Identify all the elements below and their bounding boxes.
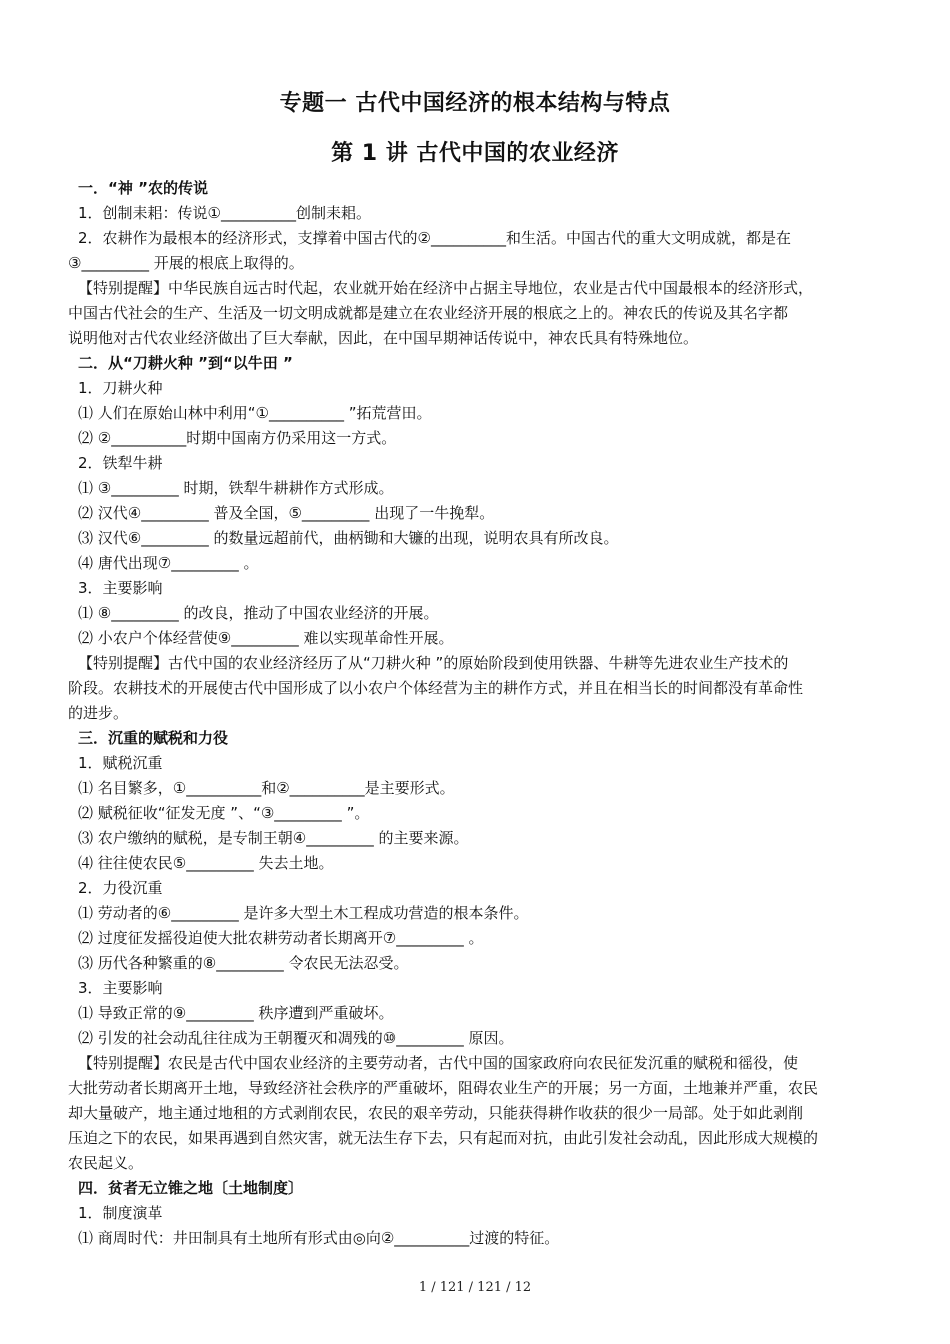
subheading: 1．赋税沉重 <box>78 754 163 772</box>
item-line: 2．农耕作为最根本的经济形式，支撑着中国古代的②__________和生活。中国古代的重大文明成就，都是在 <box>78 229 791 247</box>
item-line: ⑴ 商周时代：井田制具有土地所有形式由◎向②__________过渡的特征。 <box>78 1229 560 1247</box>
item-line: ⑴ 人们在原始山林中利用“①__________ ”拓荒营田。 <box>78 404 432 422</box>
main-title: 专题一 古代中国经济的根本结构与特点 <box>279 91 671 116</box>
reminder-text: 农民起义。 <box>68 1154 144 1172</box>
section-heading: 三．沉重的赋税和力役 <box>78 729 229 747</box>
subheading: 2．铁犁牛耕 <box>78 454 163 472</box>
subheading: 1．制度演革 <box>78 1204 163 1222</box>
item-line: ⑴ 名目繁多，①__________和②__________是主要形式。 <box>78 779 455 797</box>
item-line: ⑵ 赋税征收“征发无度 ”、“③_________ ”。 <box>78 804 370 822</box>
reminder-text: 压迫之下的农民，如果再遇到自然灾害，就无法生存下去，只有起而对抗，由此引发社会动乱，因此形成大规模的 <box>68 1129 819 1147</box>
page-number-footer: 1 / 121 / 121 / 12 <box>418 1280 532 1295</box>
item-line: ⑵ 小农户个体经营使⑨_________ 难以实现革命性开展。 <box>78 629 454 647</box>
item-line: ⑶ 农户缴纳的赋税，是专制王朝④_________ 的主要来源。 <box>78 829 469 847</box>
item-line: ⑷ 唐代出现⑦_________ 。 <box>78 554 259 572</box>
reminder-text: 【特别提醒】中华民族自远古时代起，农业就开始在经济中占据主导地位，农业是古代中国最根本的经济形式， <box>78 279 814 297</box>
section-heading: 四．贫者无立锥之地〔土地制度〕 <box>78 1179 304 1197</box>
reminder-text: 却大量破产，地主通过地租的方式剥削农民，农民的艰辛劳动，只能获得耕作收获的很少一局部。处于如此剥削 <box>68 1104 804 1122</box>
item-line: ⑷ 往往使农民⑤_________ 失去土地。 <box>78 854 334 872</box>
reminder-text: 说明他对古代农业经济做出了巨大奉献，因此，在中国早期神话传说中，神农氏具有特殊地位。 <box>68 329 699 347</box>
item-line: ③_________ 开展的根底上取得的。 <box>68 254 304 272</box>
subheading: 1．刀耕火种 <box>78 379 163 397</box>
reminder-text: 中国古代社会的生产、生活及一切文明成就都是建立在农业经济开展的根底之上的。神农氏的传说及其名字都 <box>68 304 789 322</box>
item-line: ⑴ 导致正常的⑨_________ 秩序遭到严重破坏。 <box>78 1004 394 1022</box>
item-line: ⑴ 劳动者的⑥_________ 是许多大型土木工程成功营造的根本条件。 <box>78 904 529 922</box>
section-heading: 二．从“刀耕火种 ”到“以牛田 ” <box>78 354 293 372</box>
item-line: ⑶ 历代各种繁重的⑧_________ 令农民无法忍受。 <box>78 954 409 972</box>
item-line: 1．创制耒耜：传说①__________创制耒耜。 <box>78 204 371 222</box>
item-line: ⑶ 汉代⑥_________ 的数量远超前代，曲柄锄和大镰的出现，说明农具有所改良。 <box>78 529 619 547</box>
reminder-text: 的进步。 <box>68 704 129 722</box>
item-line: ⑵ 过度征发摇役迫使大批农耕劳动者长期离开⑦_________ 。 <box>78 929 484 947</box>
reminder-text: 阶段。农耕技术的开展使古代中国形成了以小农户个体经营为主的耕作方式，并且在相当长的时间都没有革命性 <box>68 679 804 697</box>
lecture-title: 第 1 讲 古代中国的农业经济 <box>331 141 619 166</box>
subheading: 3．主要影响 <box>78 579 163 597</box>
subheading: 2．力役沉重 <box>78 879 163 897</box>
item-line: ⑵ 汉代④_________ 普及全国，⑤_________ 出现了一牛挽犁。 <box>78 504 495 522</box>
section-heading: 一．“神 ”农的传说 <box>78 179 208 197</box>
item-line: ⑵ ②__________时期中国南方仍采用这一方式。 <box>78 429 397 447</box>
reminder-text: 【特别提醒】古代中国的农业经济经历了从“刀耕火种 ”的原始阶段到使用铁器、牛耕等先进农业生产技术的 <box>78 654 789 672</box>
item-line: ⑴ ③_________ 时期，铁犁牛耕耕作方式形成。 <box>78 479 394 497</box>
reminder-text: 【特别提醒】农民是古代中国农业经济的主要劳动者，古代中国的国家政府向农民征发沉重的赋税和徭役，使 <box>78 1054 799 1072</box>
item-line: ⑴ ⑧_________ 的改良，推动了中国农业经济的开展。 <box>78 604 439 622</box>
subheading: 3．主要影响 <box>78 979 163 997</box>
reminder-text: 大批劳动者长期离开土地，导致经济社会秩序的严重破坏，阻碍农业生产的开展；另一方面，土地兼并严重，农民 <box>68 1079 819 1097</box>
item-line: ⑵ 引发的社会动乱往往成为王朝覆灭和凋残的⑩_________ 原因。 <box>78 1029 514 1047</box>
